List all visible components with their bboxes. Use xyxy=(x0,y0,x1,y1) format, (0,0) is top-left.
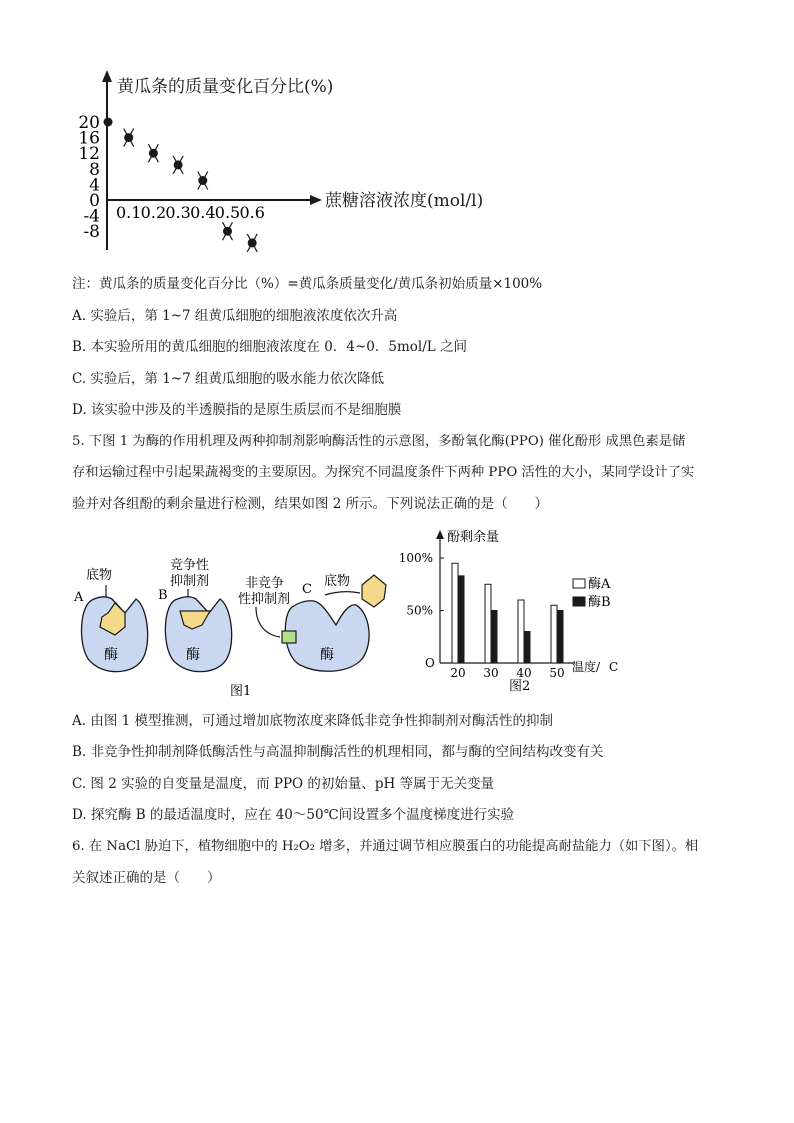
chart1-y-tick-label: 4 xyxy=(89,175,100,196)
fig1-arrow-substrate xyxy=(325,592,360,595)
q6-stem-line1: 6. 在 NaCl 胁迫下，植物细胞中的 H₂O₂ 增多，并通过调节相应膜蛋白的功能提高耐盐能力（如下图）。相 xyxy=(72,839,699,854)
fig2-x-unit: 温度/ xyxy=(572,660,601,674)
fig2-bar-enzyme-b xyxy=(458,576,464,663)
fig1-caption: 图1 xyxy=(230,684,252,699)
chart1-x-tick-label: 0.4 xyxy=(190,203,216,222)
q5-stem-line1: 5. 下图 1 为酶的作用机理及两种抑制剂影响酶活性的示意图，多酚氧化酶(PPO) 催化酚形 成黑色素是储 xyxy=(72,434,686,449)
q5-stem-line3: 验并对各组酚的剩余量进行检测，结果如图 2 所示。下列说法正确的是（ ） xyxy=(72,496,549,512)
q5-option-d[interactable]: D. 探究酶 B 的最适温度时，应在 40～50℃间设置多个温度梯度进行实验 xyxy=(72,807,515,823)
chart1-y-tick-label: -8 xyxy=(83,222,100,243)
q6-stem-line2: 关叙述正确的是（ ） xyxy=(72,870,221,886)
fig2-bar-enzyme-b xyxy=(557,611,563,664)
fig2-legend-label: 酶A xyxy=(588,577,611,592)
chart1-x-tick-label: 0.1 xyxy=(115,203,142,222)
fig2-y-arrow xyxy=(436,530,444,539)
noncomp-inhibitor-shape xyxy=(282,631,296,643)
fig2-x-tick-label: 40 xyxy=(516,666,532,680)
fig2-y-tick-label: 100% xyxy=(398,551,433,565)
fig2-x-tick-label: 50 xyxy=(549,666,565,680)
enzyme-b-label: 酶 xyxy=(186,647,200,663)
q4-option-d[interactable]: D. 该实验中涉及的半透膜指的是原生质层而不是细胞膜 xyxy=(72,402,402,418)
enzyme-a-label: 酶 xyxy=(104,647,118,663)
fig2-y-tick-label: 50% xyxy=(406,603,433,618)
chart1-y-arrow xyxy=(102,70,112,82)
mass-change-scatter-chart xyxy=(70,60,510,260)
chart1-y-tick-label: -4 xyxy=(83,206,100,227)
chart1-data-point xyxy=(173,156,183,174)
formula-note: 注：黄瓜条的质量变化百分比（%）=黄瓜条质量变化/黄瓜条初始质量×100% xyxy=(72,276,543,292)
enzyme-c-label: 酶 xyxy=(320,647,334,663)
fig1-arrow-inhibitor xyxy=(256,607,280,637)
fig1-substrate-label-c: 底物 xyxy=(324,574,351,589)
q5-stem-line2: 存和运输过程中引起果蔬褐变的主要原因。为探究不同温度条件下两种 PPO 活性的大小，某同学设计了实 xyxy=(72,465,695,480)
fig2-x-unit-c: C xyxy=(609,660,619,674)
phenol-remaining-bar-chart xyxy=(395,525,640,700)
chart1-data-point xyxy=(148,144,158,162)
fig2-bar-enzyme-b xyxy=(491,611,497,664)
chart1-y-tick-label: 0 xyxy=(89,191,100,211)
fig2-y-label: 酚剩余量 xyxy=(447,530,500,545)
chart1-data-point xyxy=(198,172,208,190)
fig2-legend-swatch xyxy=(573,579,585,588)
fig1-label-b: B xyxy=(158,588,168,603)
fig2-x-tick-label: 30 xyxy=(483,666,499,680)
fig2-bar-enzyme-a xyxy=(518,600,524,663)
fig1-substrate-label-a: 底物 xyxy=(86,568,113,583)
chart1-x-tick-label: 0.3 xyxy=(165,203,191,222)
fig2-caption: 图2 xyxy=(509,679,531,694)
q4-option-c[interactable]: C. 实验后，第 1~7 组黄瓜细胞的吸水能力依次降低 xyxy=(72,371,385,387)
fig1-label-a: A xyxy=(74,590,84,605)
fig2-origin: O xyxy=(425,656,435,670)
fig2-legend-label: 酶B xyxy=(588,595,611,610)
fig2-bar-enzyme-a xyxy=(485,584,491,663)
chart1-data-point xyxy=(124,129,134,147)
chart1-x-tick-label: 0.2 xyxy=(140,203,167,222)
chart1-y-tick-label: 16 xyxy=(78,128,100,149)
chart1-x-arrow xyxy=(310,195,322,205)
chart1-y-tick-label: 12 xyxy=(78,144,100,165)
enzyme-mechanism-diagram xyxy=(70,555,400,700)
fig1-label-c: C xyxy=(302,582,312,597)
chart1-y-label: 黄瓜条的质量变化百分比(%) xyxy=(117,77,334,97)
fig1-noncomp-inhibitor-line1: 非竞争 xyxy=(245,576,285,591)
fig2-bar-enzyme-a xyxy=(551,605,557,663)
chart1-y-tick-label: 8 xyxy=(89,159,100,180)
substrate-c-shape xyxy=(362,575,386,607)
chart1-data-point xyxy=(223,222,233,240)
fig2-x-tick-label: 20 xyxy=(450,666,466,680)
fig2-bar-enzyme-a xyxy=(452,563,458,663)
fig2-bar-enzyme-b xyxy=(524,632,530,664)
chart1-data-point xyxy=(247,234,257,252)
fig1-noncomp-inhibitor-line2: 性抑制剂 xyxy=(238,592,291,607)
fig1-comp-inhibitor-line2: 抑制剂 xyxy=(170,574,210,589)
q4-option-b[interactable]: B. 本实验所用的黄瓜细胞的细胞液浓度在 0．4~0．5mol/L 之间 xyxy=(72,339,468,355)
chart1-x-label: 蔗糖溶液浓度(mol/l) xyxy=(325,191,484,211)
chart1-data-point xyxy=(104,118,113,127)
chart1-x-tick-label: 0.6 xyxy=(239,203,265,222)
q4-option-a[interactable]: A. 实验后，第 1~7 组黄瓜细胞的细胞液浓度依次升高 xyxy=(72,308,398,324)
fig1-comp-inhibitor-line1: 竞争性 xyxy=(170,558,210,573)
chart1-y-tick-label: 20 xyxy=(78,113,100,133)
q5-option-a[interactable]: A. 由图 1 模型推测，可通过增加底物浓度来降低非竞争性抑制剂对酶活性的抑制 xyxy=(72,713,554,729)
q5-option-b[interactable]: B. 非竞争性抑制剂降低酶活性与高温抑制酶活性的机理相同，都与酶的空间结构改变有关 xyxy=(72,744,604,760)
q5-option-c[interactable]: C. 图 2 实验的自变量是温度，而 PPO 的初始量、pH 等属于无关变量 xyxy=(72,776,495,792)
fig2-legend-swatch xyxy=(573,597,585,606)
chart1-x-tick-label: 0.5 xyxy=(214,203,241,222)
